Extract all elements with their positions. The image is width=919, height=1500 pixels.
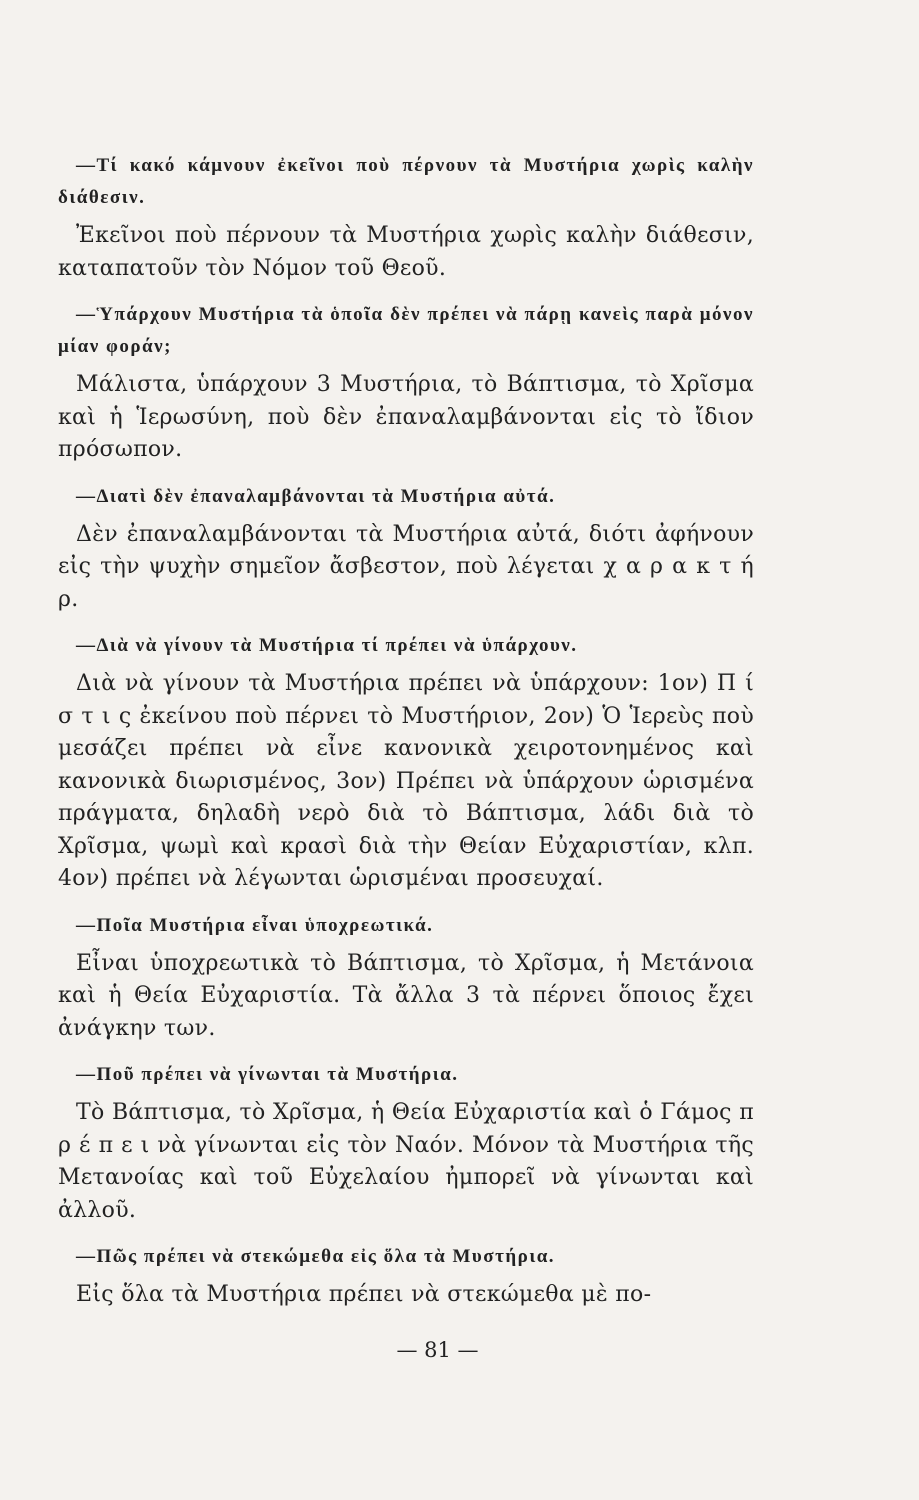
question-5: —Ποῖα Μυστήρια εἶναι ὑποχρεωτικά. [76, 914, 434, 936]
answer-1: Ἐκεῖνοι ποὺ πέρνουν τὰ Μυστήρια χωρὶς καλὴν διάθεσιν, καταπατοῦν τὸν Νόμον τοῦ Θεοῦ. [58, 223, 754, 281]
question-6: —Ποῦ πρέπει νὰ γίνωνται τὰ Μυστήρια. [76, 1064, 459, 1085]
question-4: —Διὰ νὰ γίνουν τὰ Μυστήρια τί πρέπει νὰ ὑπάρχουν. [76, 635, 578, 656]
answer-2: Μάλιστα, ὑπάρχουν 3 Μυστήρια, τὸ Βάπτισμα, τὸ Χρῖσμα καὶ ἡ Ἱερωσύνη, ποὺ δὲν ἐπαναλαμβάνονται εἰς τὸ ἴδιον πρόσωπον. [58, 372, 754, 462]
question-7: —Πῶς πρέπει νὰ στεκώμεθα εἰς ὅλα τὰ Μυστήρια. [76, 1246, 556, 1267]
answer-7: Εἰς ὅλα τὰ Μυστήρια πρέπει νὰ στεκώμεθα μὲ πο- [76, 1282, 652, 1307]
answer-3: Δὲν ἐπαναλαμβάνονται τὰ Μυστήρια αὐτά, διότι ἀφήνουν εἰς τὴν ψυχὴν σημεῖον ἄσβεστον, ποὺ λέγεται χ α ρ α κ τ ή ρ. [58, 521, 754, 612]
question-3: —Διατὶ δὲν ἐπαναλαμβάνονται τὰ Μυστήρια αὐτά. [76, 485, 556, 507]
page-text [58, 150, 754, 1326]
answer-5: Εἶναι ὑποχρεωτικὰ τὸ Βάπτισμα, τὸ Χρῖσμα, ἡ Μετάνοια καὶ ἡ Θεία Εὐχαριστία. Τὰ ἄλλα 3 τὰ πέρνει ὅποιος ἔχει ἀνάγκην των. [58, 950, 754, 1041]
page-number: — 81 — [396, 1338, 479, 1362]
answer-4: Διὰ νὰ γίνουν τὰ Μυστήρια πρέπει νὰ ὑπάρχουν: 1ον) Π ί σ τ ι ς ἐκείνου ποὺ πέρνει τὸ Μυστήριον, 2ον) Ὁ Ἱερεὺς ποὺ μεσάζει πρέπει νὰ εἶνε κανονικὰ χειροτονημένος καὶ κανονικὰ διωρισμένος, 3ον) Πρέπει νὰ ὑπάρχουν ὡρισμένα πράγματα, δηλαδὴ νερὸ διὰ τὸ Βάπτισμα, λάδι διὰ τὸ Χρῖσμα, ψωμὶ καὶ κρασὶ διὰ τὴν Θείαν Εὐχαριστίαν, κλπ. 4ον) πρέπει νὰ λέγωνται ὡρισμέναι προσευχαί. [58, 671, 754, 891]
question-1: —Τί κακό κάμνουν ἐκεῖνοι ποὺ πέρνουν τὰ Μυστήρια χωρὶς καλὴν διάθεσιν. [58, 155, 754, 208]
answer-6: Τὸ Βάπτισμα, τὸ Χρῖσμα, ἡ Θεία Εὐχαριστία καὶ ὁ Γάμος π ρ έ π ε ι νὰ γίνωνται εἰς τὸν Ναόν. Μόνον τὰ Μυστήρια τῆς Μετανοίας καὶ τοῦ Εὐχελαίου ἠμπορεῖ νὰ γίνωνται καὶ ἀλλοῦ. [58, 1100, 754, 1223]
question-2: —Ὑπάρχουν Μυστήρια τὰ ὁποῖα δὲν πρέπει νὰ πάρῃ κανεὶς παρὰ μόνον μίαν φοράν; [58, 304, 754, 357]
